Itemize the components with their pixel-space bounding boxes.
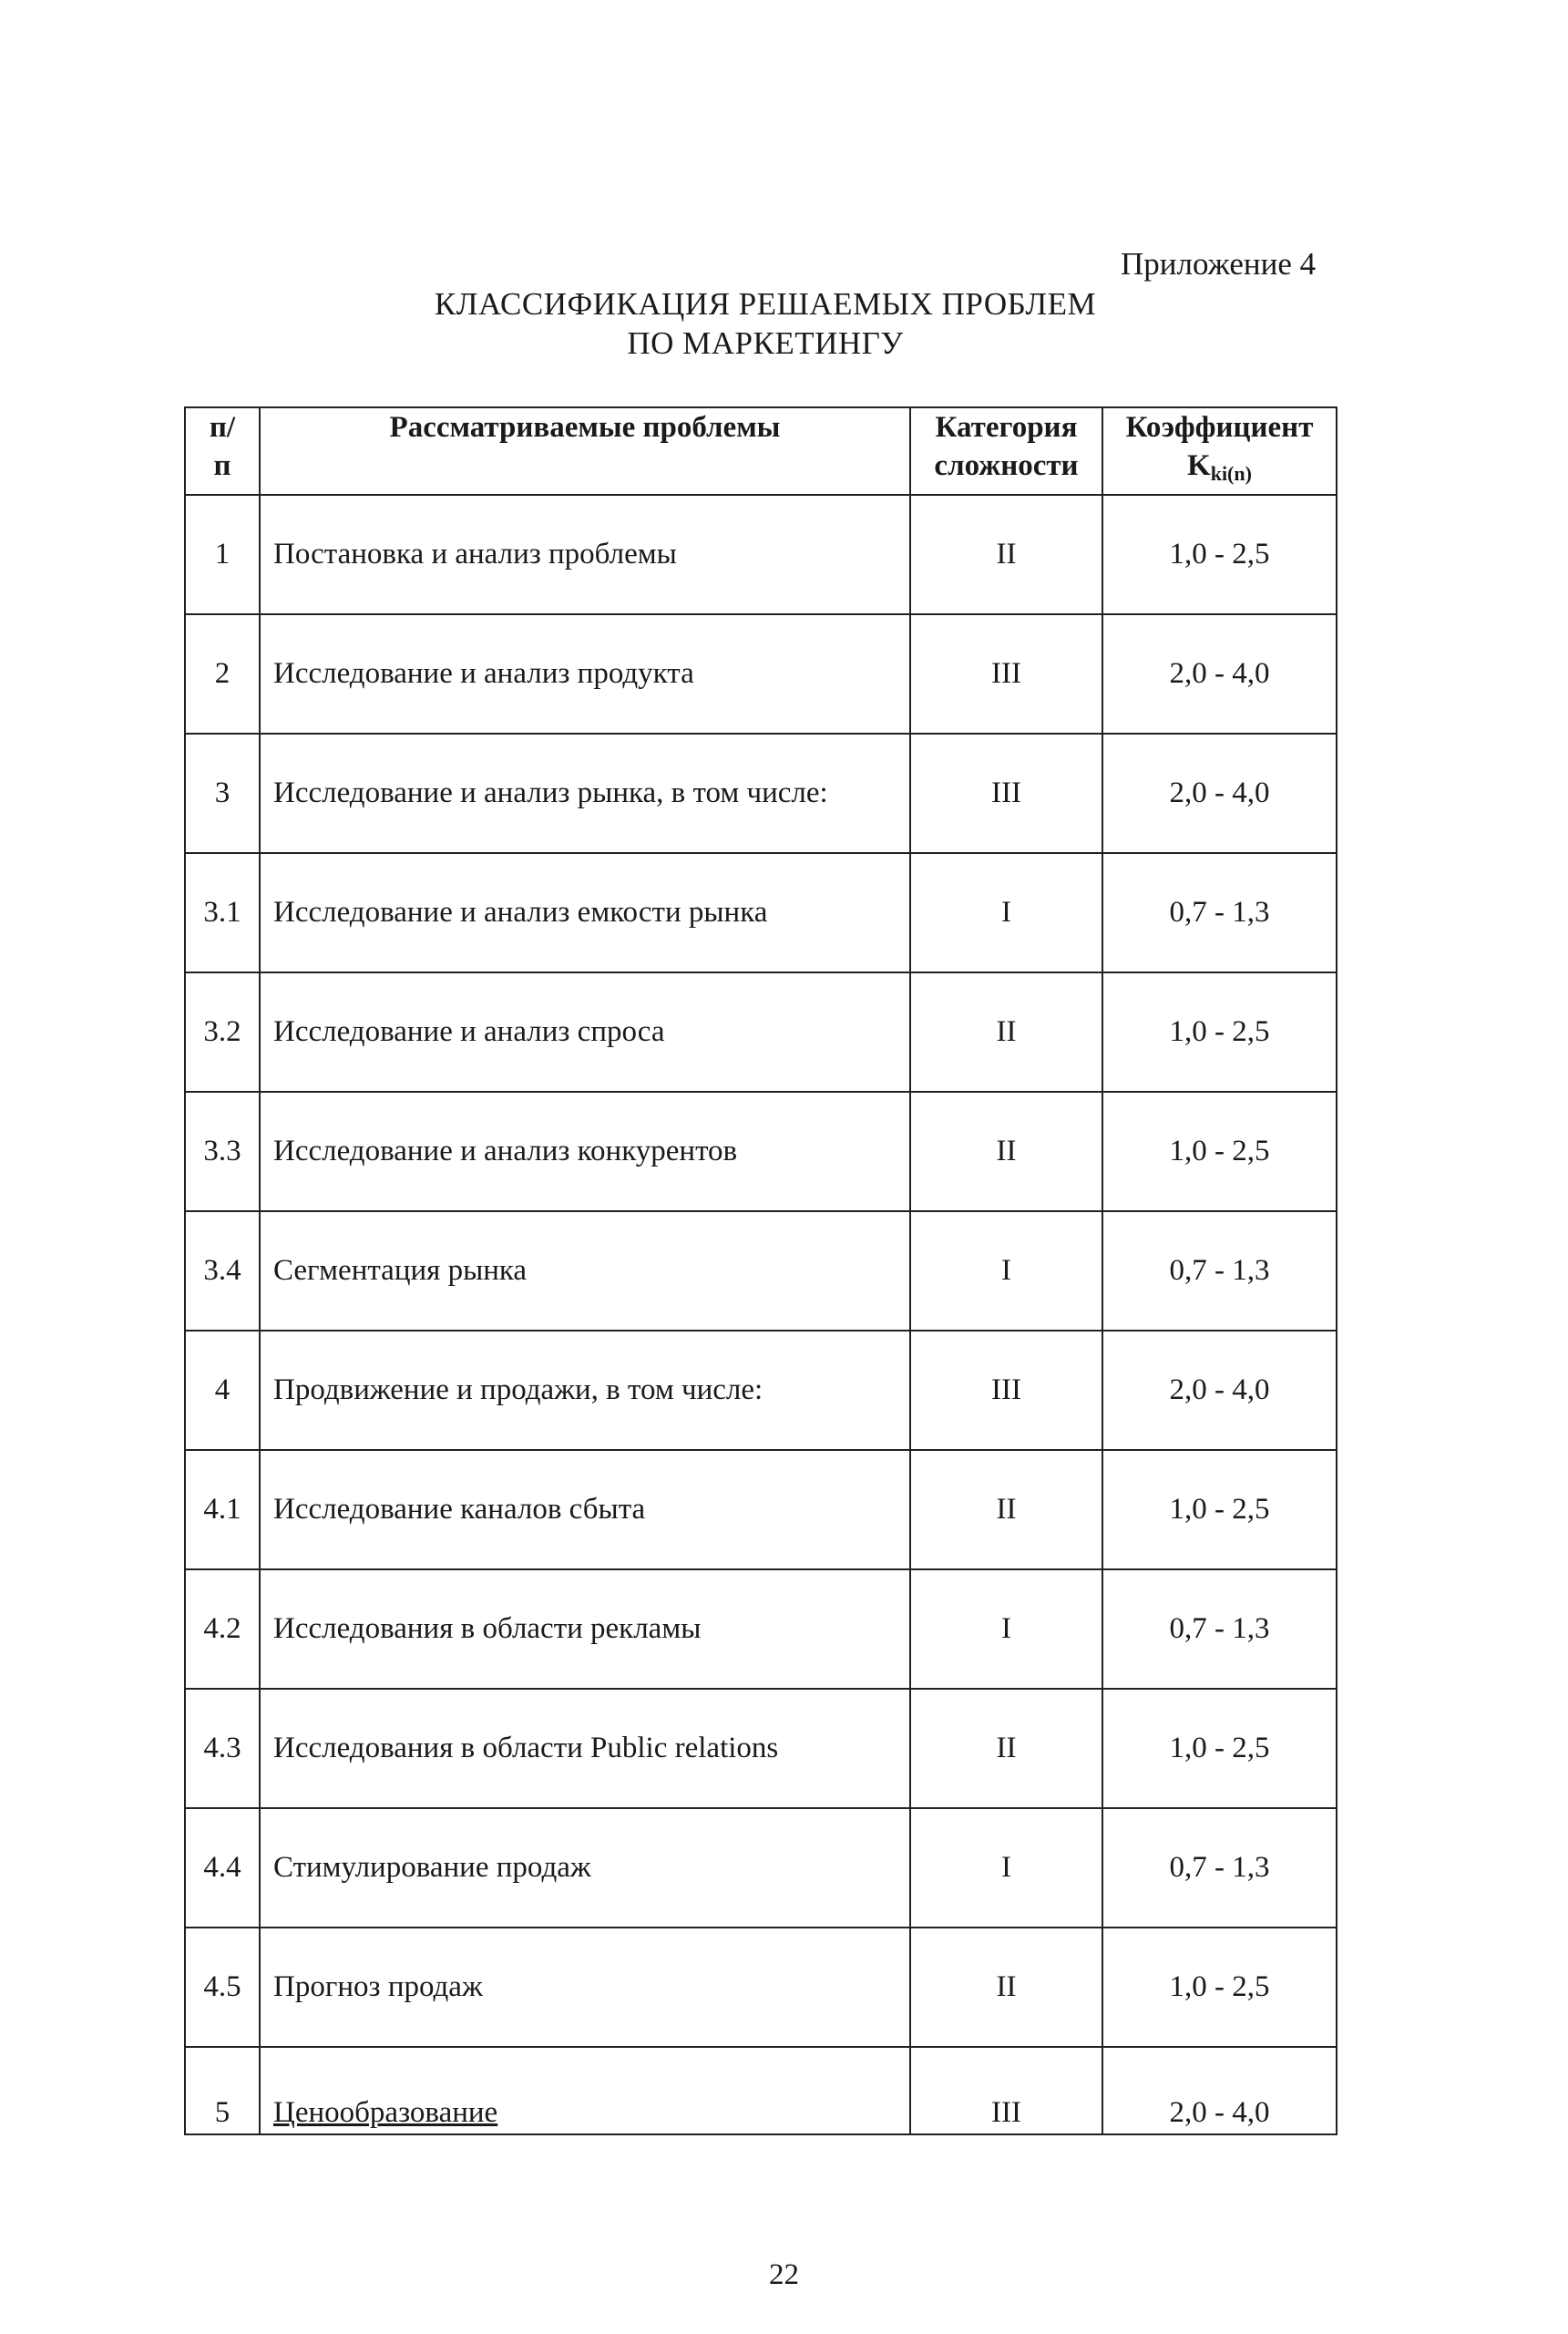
row-number: 1 (185, 495, 260, 614)
classification-table (184, 406, 1336, 2135)
row-category: II (910, 1689, 1102, 1808)
row-number: 3.4 (185, 1211, 260, 1331)
row-category: I (910, 1808, 1102, 1928)
row-number: 2 (185, 614, 260, 734)
row-coefficient: 0,7 - 1,3 (1102, 1569, 1337, 1689)
row-problem: Постановка и анализ проблемы (260, 495, 910, 614)
row-coefficient: 0,7 - 1,3 (1102, 1211, 1337, 1331)
table-row (185, 1450, 1337, 1569)
row-problem: Сегментация рынка (260, 1211, 910, 1331)
table-row (185, 853, 1337, 972)
row-coefficient: 1,0 - 2,5 (1102, 1450, 1337, 1569)
row-coefficient: 2,0 - 4,0 (1102, 1331, 1337, 1450)
row-category: I (910, 1211, 1102, 1331)
row-category: III (910, 614, 1102, 734)
table-row (185, 972, 1337, 1092)
row-number: 4 (185, 1331, 260, 1450)
row-category: II (910, 495, 1102, 614)
row-number: 4.3 (185, 1689, 260, 1808)
row-problem: Исследования в области Public relations (260, 1689, 910, 1808)
table-row (185, 1211, 1337, 1331)
row-category: III (910, 734, 1102, 853)
row-coefficient: 1,0 - 2,5 (1102, 1092, 1337, 1211)
row-coefficient: 2,0 - 4,0 (1102, 734, 1337, 853)
row-category: II (910, 1092, 1102, 1211)
table-row (185, 2047, 1337, 2134)
row-number: 4.5 (185, 1928, 260, 2047)
row-problem: Стимулирование продаж (260, 1808, 910, 1928)
row-number: 3 (185, 734, 260, 853)
row-category: I (910, 1569, 1102, 1689)
table-row (185, 1569, 1337, 1689)
row-coefficient: 1,0 - 2,5 (1102, 1689, 1337, 1808)
header-problems: Рассматриваемые проблемы (260, 407, 910, 495)
row-category: II (910, 972, 1102, 1092)
row-problem: Исследования в области рекламы (260, 1569, 910, 1689)
row-problem: Исследование каналов сбыта (260, 1450, 910, 1569)
table-row (185, 1928, 1337, 2047)
title-line-1: КЛАССИФИКАЦИЯ РЕШАЕМЫХ ПРОБЛЕМ (434, 286, 1097, 322)
header-category: Категория сложности (910, 407, 1102, 495)
row-problem: Исследование и анализ емкости рынка (260, 853, 910, 972)
row-category: I (910, 853, 1102, 972)
row-category: II (910, 1928, 1102, 2047)
row-coefficient: 0,7 - 1,3 (1102, 1808, 1337, 1928)
table-header-row (185, 407, 1337, 495)
row-category: III (910, 1331, 1102, 1450)
row-problem: Прогноз продаж (260, 1928, 910, 2047)
table-row (185, 1689, 1337, 1808)
header-coefficient: Коэффициент $K_{ki(n)}$ (1102, 407, 1337, 495)
row-number: 4.4 (185, 1808, 260, 1928)
table-row (185, 1092, 1337, 1211)
row-problem: Исследование и анализ спроса (260, 972, 910, 1092)
row-coefficient: 2,0 - 4,0 (1102, 2047, 1337, 2134)
row-coefficient: 1,0 - 2,5 (1102, 972, 1337, 1092)
table-row (185, 614, 1337, 734)
row-problem: Исследование и анализ рынка, в том числе: (260, 734, 910, 853)
row-category: II (910, 1450, 1102, 1569)
row-number: 4.1 (185, 1450, 260, 1569)
row-coefficient: 1,0 - 2,5 (1102, 1928, 1337, 2047)
row-problem: Исследование и анализ продукта (260, 614, 910, 734)
row-coefficient: 1,0 - 2,5 (1102, 495, 1337, 614)
table-row (185, 495, 1337, 614)
row-coefficient: 0,7 - 1,3 (1102, 853, 1337, 972)
row-problem: Продвижение и продажи, в том числе: (260, 1331, 910, 1450)
document-title (401, 284, 1130, 363)
row-number: 3.3 (185, 1092, 260, 1211)
row-number: 3.1 (185, 853, 260, 972)
row-number: 3.2 (185, 972, 260, 1092)
row-problem: Исследование и анализ конкурентов (260, 1092, 910, 1211)
row-number: 5 (185, 2047, 260, 2134)
page-number: 22 (769, 2258, 799, 2291)
table-row (185, 1331, 1337, 1450)
appendix-label: Приложение 4 (1121, 246, 1317, 282)
row-number: 4.2 (185, 1569, 260, 1689)
row-coefficient: 2,0 - 4,0 (1102, 614, 1337, 734)
row-problem: Ценообразование (260, 2047, 910, 2134)
row-category: III (910, 2047, 1102, 2134)
table-row (185, 734, 1337, 853)
header-number: п/ п (185, 407, 260, 495)
title-line-2: ПО МАРКЕТИНГУ (627, 325, 904, 361)
table-row (185, 1808, 1337, 1928)
